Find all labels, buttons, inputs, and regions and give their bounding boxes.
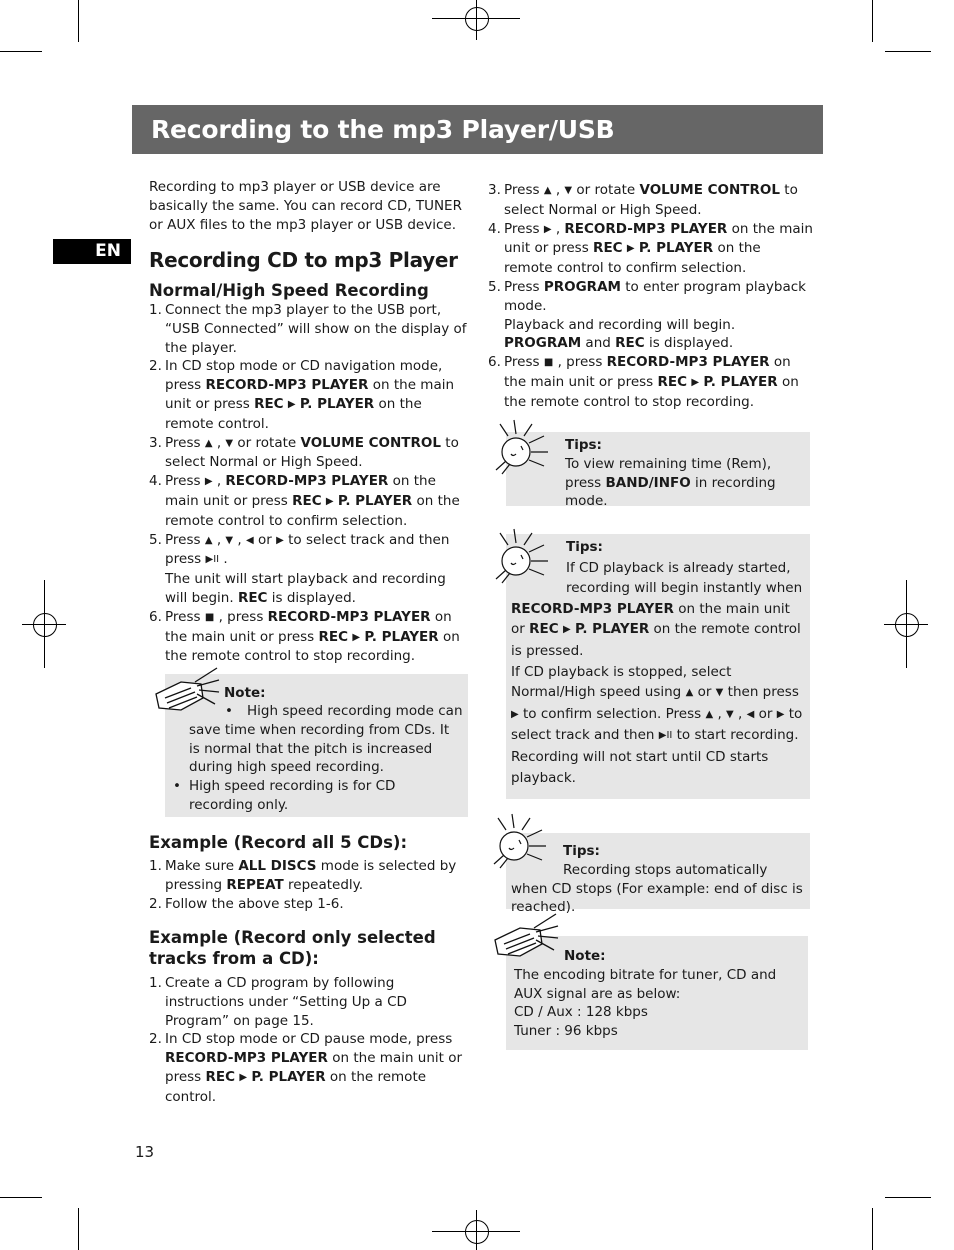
right-steps: 3. Press ▲ , ▼ or rotate VOLUME CONTROL to select Normal or High Speed. 4. Press ▶ , RECORD-MP3 PLAYER on the main unit or press REC ▶ P. PLAYER on the remote control to confirm selection. 5. Press PROGRAM to enter program playback mode. Playback and recording will begin. PROGRAM and REC is displayed. 6. Press ■ , press RECORD-MP3 PLAYER on the main unit or press REC ▶ P. PLAYER on the remote control to stop recording. — [488, 182, 813, 410]
play-pause-icon: ▶II — [658, 730, 673, 742]
example2-steps: 1. Create a CD program by following instructions under “Setting Up a CD Program” on page 15. 2. In CD stop mode or CD pause mode, press RECORD-MP3 PLAYER on the main unit or press REC ▶ P. PLAYER on the remote control. — [149, 975, 463, 1105]
stop-icon: ■ — [204, 611, 215, 623]
play-icon: ▶ — [352, 631, 361, 643]
section-title: Recording CD to mp3 Player — [149, 248, 458, 272]
up-arrow-icon: ▲ — [543, 185, 552, 196]
right-arrow-icon: ▶ — [276, 534, 284, 546]
note-body: • High speed recording mode can save time when recording from CDs. It is normal that the pitch is increased during high speed recording. • High speed recording is for CD recording only. — [173, 703, 463, 813]
play-icon: ▶ — [287, 398, 296, 410]
play-icon: ▶ — [691, 376, 700, 388]
lightbulb-icon — [488, 414, 558, 484]
step-5: 5. Press ▲ , ▼ , ◀ or ▶ to select track and then press ▶II . The unit will start playback and recording will begin. REC is displayed. — [149, 531, 450, 606]
play-icon: ▶ — [511, 708, 519, 720]
note-2-text: Note: The encoding bitrate for tuner, CD and AUX signal are as below: CD / Aux : 128 kbps Tuner : 96 kbps — [514, 948, 777, 1040]
tips-2-text: Tips: If CD playback is already started, recording will begin instantly when RECORD-MP3 PLAYER on the main unit or REC ▶ P. PLAYER on the remote control is pressed. If CD playback is stopped, select Normal/High speed using ▲ or ▼ then press ▶ to confirm selection. Press ▲ , ▼ , ◀ or ▶ to select track and then ▶II to start recording. Recording will not start until CD starts playback. — [511, 539, 803, 786]
step-3: 3. Press ▲ , ▼ or rotate VOLUME CONTROL to select Normal or High Speed. — [149, 434, 459, 471]
down-arrow-icon: ▼ — [225, 437, 234, 449]
page-title: Recording to the mp3 Player/USB — [151, 115, 615, 144]
page-number: 13 — [135, 1143, 155, 1161]
title-banner — [132, 105, 823, 154]
up-arrow-icon: ▲ — [204, 437, 213, 449]
note-label: Note: — [224, 685, 266, 701]
intro-text: Recording to mp3 player or USB device are basically the same. You can record CD, TUNER or AUX files to the mp3 player or USB device. — [149, 179, 462, 233]
stop-icon: ■ — [543, 357, 554, 369]
example1-title: Example (Record all 5 CDs): — [149, 833, 408, 852]
example2-title: Example (Record only selected tracks from a CD): — [149, 928, 436, 968]
step-1: 1. Connect the mp3 player to the USB port, “USB Connected” will show on the display of the player. — [149, 302, 467, 356]
play-pause-icon: ▶II — [205, 554, 220, 566]
tips-3-text: Tips: Recording stops automatically when CD stops (For example: end of disc is reached). — [511, 843, 803, 916]
left-arrow-icon: ◀ — [245, 534, 254, 546]
right-arrow-icon: ▶ — [776, 708, 785, 720]
play-icon: ▶ — [204, 476, 213, 488]
play-icon: ▶ — [325, 495, 334, 507]
left-arrow-icon: ◀ — [746, 708, 755, 720]
up-arrow-icon: ▲ — [685, 687, 694, 699]
example1-steps: 1. Make sure ALL DISCS mode is selected by pressing REPEAT repeatedly. 2. Follow the above step 1-6. — [149, 858, 457, 912]
play-icon: ▶ — [239, 1071, 248, 1083]
steps-list — [149, 301, 469, 666]
language-tab: EN — [53, 239, 131, 264]
play-icon: ▶ — [543, 223, 552, 235]
step-6: 6. Press ■ , press RECORD-MP3 PLAYER on the main unit or press REC ▶ P. PLAYER on the remote control to stop recording. — [149, 608, 460, 665]
step-4: 4. Press ▶ , RECORD-MP3 PLAYER on the main unit or press REC ▶ P. PLAYER on the remote control to confirm selection. — [149, 473, 460, 529]
step-2: 2. In CD stop mode or CD navigation mode, press RECORD-MP3 PLAYER on the main unit or press REC ▶ P. PLAYER on the remote control. — [149, 358, 455, 432]
down-arrow-icon: ▼ — [225, 534, 234, 546]
tips-1-text: Tips: To view remaining time (Rem), press BAND/INFO in recording mode. — [565, 437, 776, 510]
down-arrow-icon: ▼ — [564, 185, 573, 196]
down-arrow-icon: ▼ — [726, 708, 734, 720]
play-icon: ▶ — [562, 624, 571, 636]
sub-title: Normal/High Speed Recording — [149, 281, 429, 300]
up-arrow-icon: ▲ — [204, 534, 213, 546]
down-arrow-icon: ▼ — [715, 687, 724, 699]
up-arrow-icon: ▲ — [705, 708, 714, 720]
play-icon: ▶ — [626, 243, 635, 255]
